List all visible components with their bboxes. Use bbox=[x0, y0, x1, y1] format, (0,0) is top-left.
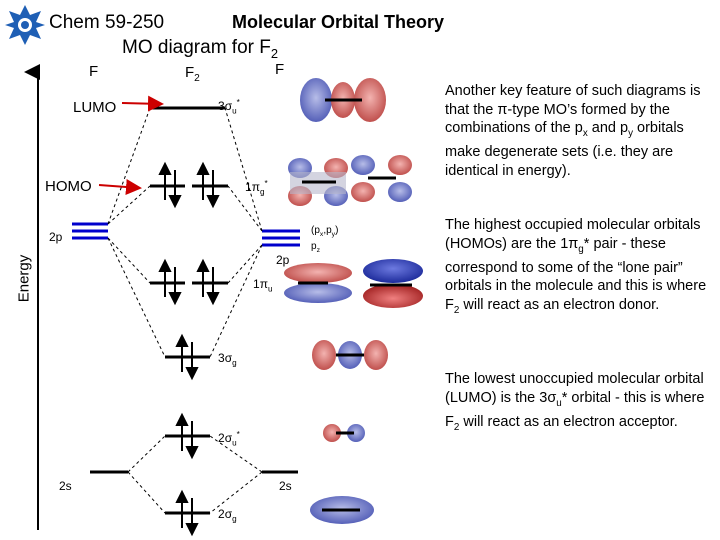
right-2p-label: 2p bbox=[276, 253, 290, 267]
energy-axis-label: Energy bbox=[15, 254, 33, 303]
mo-label-3sg: $3\sigma_g$ bbox=[218, 351, 237, 368]
orbital-1pu-image bbox=[284, 259, 423, 308]
left-2s-label: 2s bbox=[59, 479, 72, 493]
mo-label-1pu: $1\pi_u$ bbox=[253, 277, 273, 294]
mo-label-2su: $2\sigma_u^*$ bbox=[218, 430, 240, 448]
mo-label-2sg: $2\sigma_g$ bbox=[218, 507, 237, 524]
orbital-2sg-image bbox=[310, 496, 374, 524]
orbital-1pg-image bbox=[288, 155, 412, 206]
orbital-3sg-image bbox=[312, 340, 388, 370]
left-2p-label: 2p bbox=[49, 230, 63, 244]
right-2p-levels bbox=[262, 231, 300, 245]
orbital-2su-image bbox=[323, 424, 365, 442]
orbital-3su-image bbox=[300, 78, 386, 122]
correlation-lines bbox=[108, 108, 262, 513]
mo-label-3su: $3\sigma_u^*$ bbox=[218, 98, 240, 116]
mo-label-1pg: $1\pi_g^*$ bbox=[245, 179, 268, 197]
homo-pointer bbox=[99, 185, 140, 188]
lumo-pointer bbox=[122, 103, 162, 104]
electron-arrows bbox=[160, 164, 218, 534]
page-title: Molecular Orbital Theory bbox=[232, 12, 445, 32]
page-subtitle: MO diagram for $F_2$ bbox=[122, 37, 279, 61]
course-title: Chem 59-250 bbox=[49, 12, 165, 33]
right-atom-label: F bbox=[275, 61, 285, 78]
paragraph-lumo: The lowest unoccupied molecular orbital (LUMO) is the $3\sigma_u*$ orbital - this is where $F_2$ will react as an electron acceptor. bbox=[445, 371, 705, 433]
paragraph-degenerate-pi: Another key feature of such diagrams is that the π-type MO’s formed by the combinations of the $p_x$ and $p_y$ orbitals make degenerate sets (i.e. they are identical in energy). bbox=[445, 83, 701, 179]
right-2s-label: 2s bbox=[279, 479, 292, 493]
homo-label: HOMO bbox=[45, 178, 92, 195]
lumo-label: LUMO bbox=[73, 99, 117, 116]
left-atom-label: F bbox=[89, 63, 99, 80]
left-2p-levels bbox=[72, 224, 108, 238]
molecule-label: $F_2$ bbox=[185, 64, 200, 84]
paragraph-homo: The highest occupied molecular orbitals (HOMOs) are the $1\pi_g*$ pair - these correspond to some of the “lone pair” orbitals in the molecule and this is where $F_2$ will react as an electron donor. bbox=[445, 217, 707, 316]
right-2p-orbital-note: $(p_x,p_y)$ $p_z$ bbox=[311, 225, 339, 254]
